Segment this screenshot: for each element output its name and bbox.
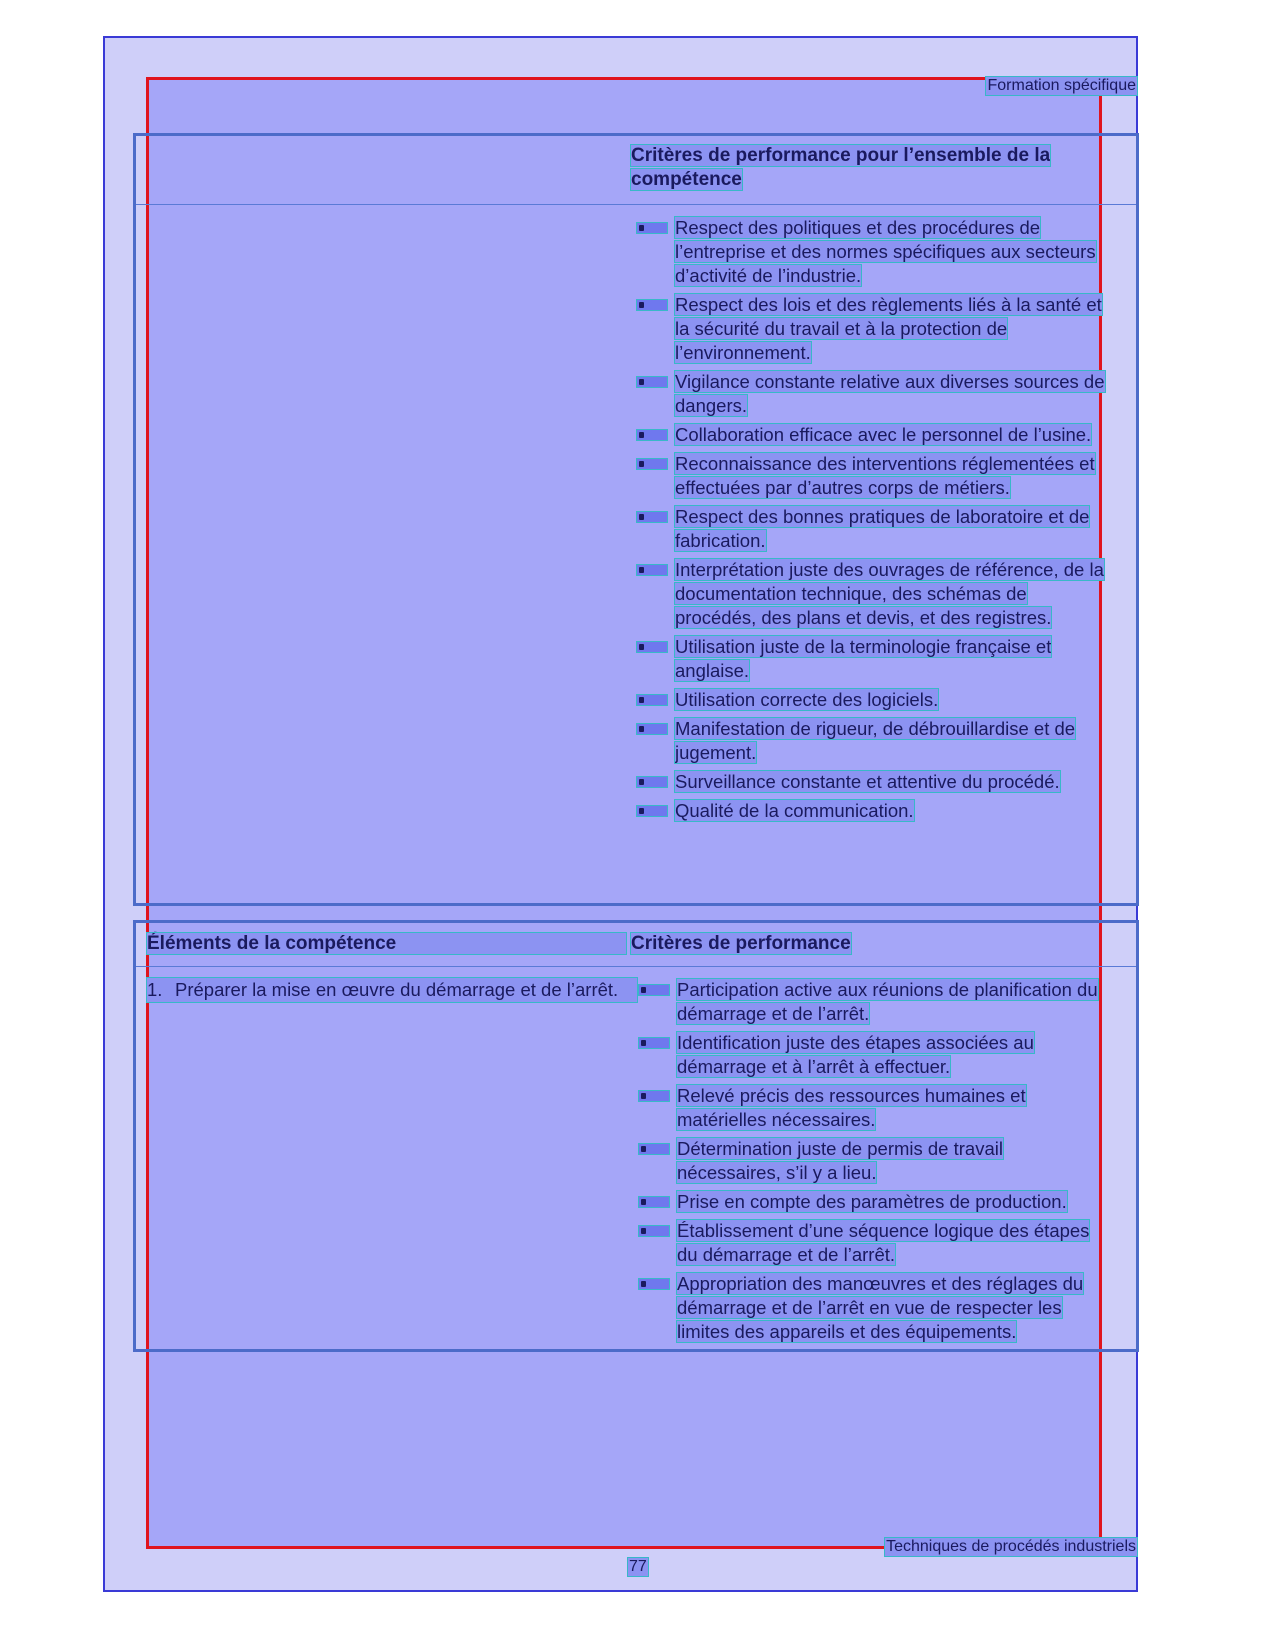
element-criteria-table	[133, 920, 1139, 1352]
bullet-icon	[637, 459, 667, 469]
list-item: Appropriation des manœuvres et des réglages du démarrage et de l’arrêt en vue de respecter les limites des appareils et des équipements.	[639, 1272, 1109, 1344]
list-item: Prise en compte des paramètres de production.	[639, 1190, 1109, 1214]
bullet-icon	[637, 512, 667, 522]
bullet-icon	[639, 985, 669, 995]
competence-element	[147, 978, 637, 1002]
bullet-icon	[637, 223, 667, 233]
overall-criteria-heading: Critères de performance pour l’ensemble de la compétence	[631, 145, 1051, 190]
bullet-icon	[639, 1091, 669, 1101]
table-header-row	[136, 923, 1136, 967]
bullet-icon	[639, 1279, 669, 1289]
list-item: Participation active aux réunions de planification du démarrage et de l’arrêt.	[639, 978, 1109, 1026]
element-text: Préparer la mise en œuvre du démarrage et de l’arrêt.	[175, 979, 619, 1000]
bullet-icon	[637, 377, 667, 387]
list-item: Qualité de la communication.	[637, 799, 1107, 823]
list-item: Relevé précis des ressources humaines et matérielles nécessaires.	[639, 1084, 1109, 1132]
list-item: Collaboration efficace avec le personnel de l’usine.	[637, 423, 1107, 447]
elements-column-header: Éléments de la compétence	[147, 932, 632, 956]
bullet-icon	[639, 1038, 669, 1048]
list-item: Respect des lois et des règlements liés à la santé et la sécurité du travail et à la protection de l’environnement.	[637, 293, 1107, 365]
bullet-icon	[637, 806, 667, 816]
bullet-icon	[639, 1197, 669, 1207]
list-item: Surveillance constante et attentive du procédé.	[637, 770, 1107, 794]
overall-criteria-list	[637, 216, 1107, 828]
bullet-icon	[637, 565, 667, 575]
element-criteria-list	[639, 978, 1109, 1349]
running-footer: Techniques de procédés industriels	[886, 1538, 1136, 1555]
list-item: Utilisation correcte des logiciels.	[637, 688, 1107, 712]
criteria-column-header: Critères de performance	[631, 933, 851, 954]
running-header: Formation spécifique	[987, 77, 1136, 94]
list-item: Détermination juste de permis de travail nécessaires, s’il y a lieu.	[639, 1137, 1109, 1185]
list-item: Vigilance constante relative aux diverses sources de dangers.	[637, 370, 1107, 418]
list-item: Utilisation juste de la terminologie française et anglaise.	[637, 635, 1107, 683]
list-item: Reconnaissance des interventions réglementées et effectuées par d’autres corps de métiers.	[637, 452, 1107, 500]
bullet-icon	[637, 724, 667, 734]
list-item: Manifestation de rigueur, de débrouillardise et de jugement.	[637, 717, 1107, 765]
list-item: Identification juste des étapes associées au démarrage et à l’arrêt à effectuer.	[639, 1031, 1109, 1079]
bullet-icon	[637, 430, 667, 440]
bullet-icon	[637, 642, 667, 652]
list-item: Respect des politiques et des procédures de l’entreprise et des normes spécifiques aux secteurs d’activité de l’industrie.	[637, 216, 1107, 288]
overall-criteria-table	[133, 133, 1139, 906]
bullet-icon	[637, 695, 667, 705]
bullet-icon	[637, 777, 667, 787]
bullet-icon	[639, 1144, 669, 1154]
table-header-row	[136, 136, 1136, 205]
list-item: Respect des bonnes pratiques de laboratoire et de fabrication.	[637, 505, 1107, 553]
bullet-icon	[637, 300, 667, 310]
list-item: Établissement d’une séquence logique des étapes du démarrage et de l’arrêt.	[639, 1219, 1109, 1267]
element-number: 1.	[147, 979, 163, 1000]
page-number: 77	[629, 1558, 647, 1575]
list-item: Interprétation juste des ouvrages de référence, de la documentation technique, des schémas de procédés, des plans et devis, et des registres.	[637, 558, 1107, 630]
bullet-icon	[639, 1226, 669, 1236]
